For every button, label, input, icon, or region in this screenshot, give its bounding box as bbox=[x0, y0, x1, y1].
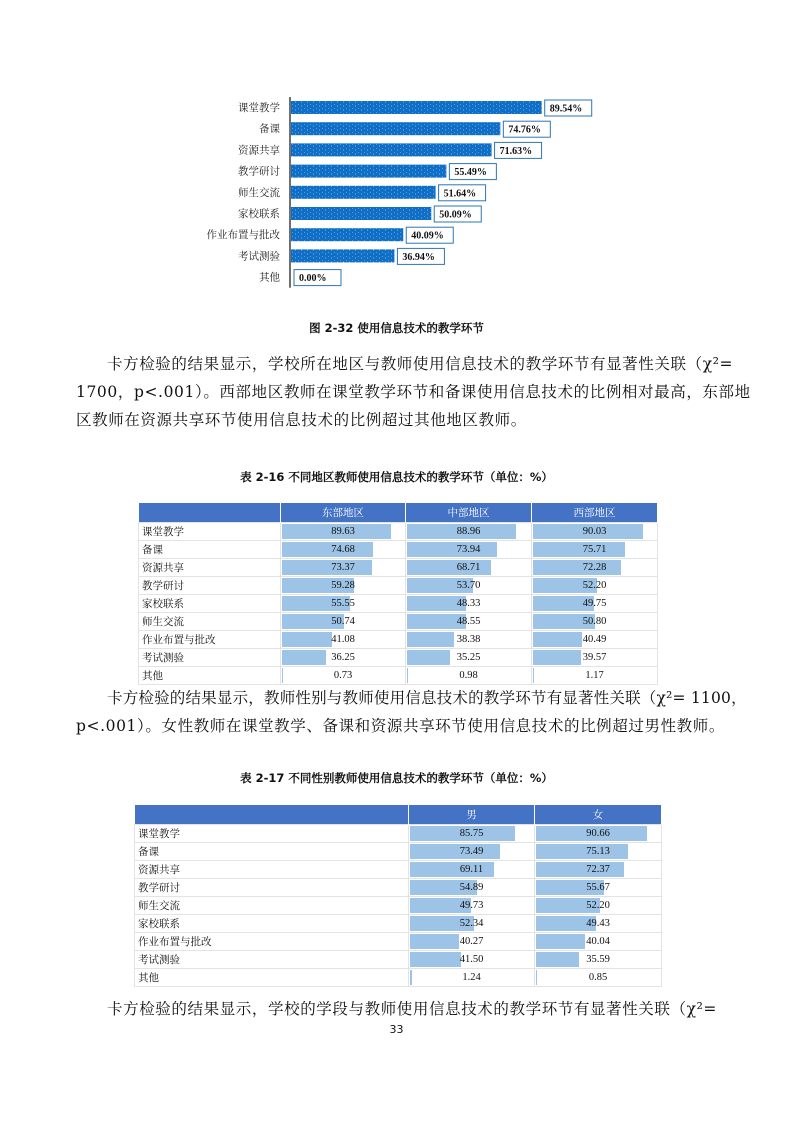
table-cell bbox=[532, 541, 658, 559]
table-cell bbox=[532, 595, 658, 613]
cell-value: 90.66 bbox=[586, 828, 610, 839]
value-label: 74.76% bbox=[508, 124, 541, 136]
table-row bbox=[139, 613, 658, 631]
table-cell bbox=[281, 631, 406, 649]
table-cell bbox=[406, 559, 532, 577]
table-cell bbox=[535, 951, 662, 969]
table-cell bbox=[281, 595, 406, 613]
paragraph-region-chi-square bbox=[76, 350, 751, 434]
table-row bbox=[135, 933, 662, 951]
row-label: 考试测验 bbox=[139, 649, 281, 667]
table-row bbox=[135, 915, 662, 933]
row-label: 教学研讨 bbox=[139, 577, 281, 595]
table-cell bbox=[409, 915, 535, 933]
cell-value: 0.85 bbox=[588, 972, 608, 983]
cell-value: 41.50 bbox=[459, 954, 484, 965]
value-label: 0.00% bbox=[299, 273, 327, 285]
category-label: 资源共享 bbox=[238, 144, 280, 157]
value-label: 55.49% bbox=[454, 167, 487, 179]
region-table bbox=[138, 503, 658, 685]
cell-value: 40.49 bbox=[582, 634, 607, 645]
table-cell bbox=[281, 559, 406, 577]
table-row bbox=[139, 541, 658, 559]
table-cell bbox=[409, 951, 535, 969]
row-label: 资源共享 bbox=[139, 559, 281, 577]
table-row bbox=[135, 969, 662, 987]
teaching-stage-bar-chart bbox=[0, 0, 793, 300]
table-cell bbox=[406, 631, 532, 649]
table-cell bbox=[409, 825, 535, 843]
bar bbox=[291, 249, 394, 262]
cell-value: 41.08 bbox=[331, 634, 355, 645]
bar bbox=[291, 186, 436, 199]
row-label: 家校联系 bbox=[139, 595, 281, 613]
cell-value: 40.04 bbox=[586, 936, 610, 947]
bar bbox=[291, 122, 500, 135]
paragraph-line: 卡方检验的结果显示，教师性别与教师使用信息技术的教学环节有显著性关联（χ²= 1100， bbox=[107, 689, 747, 707]
table-cell bbox=[532, 667, 658, 685]
table-cell bbox=[409, 843, 535, 861]
value-label: 50.09% bbox=[439, 209, 472, 221]
table-cell bbox=[281, 541, 406, 559]
table-row bbox=[139, 595, 658, 613]
category-label: 其他 bbox=[259, 271, 280, 284]
table-cell bbox=[532, 577, 658, 595]
cell-value: 69.11 bbox=[459, 864, 484, 875]
cell-value: 1.17 bbox=[585, 670, 604, 681]
table-cell bbox=[406, 595, 532, 613]
row-label: 作业布置与批改 bbox=[139, 631, 281, 649]
row-label: 课堂教学 bbox=[139, 523, 281, 541]
table-row bbox=[139, 559, 658, 577]
cell-value: 89.63 bbox=[331, 526, 355, 537]
cell-value: 55.55 bbox=[331, 598, 355, 609]
table-row bbox=[135, 879, 662, 897]
row-label: 课堂教学 bbox=[135, 825, 409, 843]
paragraph-school-stage bbox=[76, 995, 718, 1023]
table-cell bbox=[409, 897, 535, 915]
table-cell bbox=[535, 861, 662, 879]
category-label: 课堂教学 bbox=[238, 102, 280, 114]
cell-value: 50.80 bbox=[582, 616, 607, 627]
cell-value: 73.49 bbox=[459, 846, 484, 857]
row-label: 作业布置与批改 bbox=[135, 933, 409, 951]
table2-caption: 表 2-17 不同性别教师使用信息技术的教学环节（单位：%） bbox=[240, 771, 553, 785]
paragraph-line: 1700，p<.001）。西部地区教师在课堂教学环节和备课使用信息技术的比例相对最高，东部地 bbox=[76, 383, 751, 401]
table-cell bbox=[409, 933, 535, 951]
table-row bbox=[135, 825, 662, 843]
cell-value: 85.75 bbox=[459, 828, 484, 839]
cell-value: 36.25 bbox=[331, 652, 355, 663]
table-cell bbox=[406, 577, 532, 595]
cell-value: 90.03 bbox=[582, 526, 607, 537]
row-label: 家校联系 bbox=[135, 915, 409, 933]
category-label: 考试测验 bbox=[238, 250, 280, 263]
bar bbox=[291, 101, 542, 114]
bar bbox=[291, 207, 431, 220]
category-label: 教学研讨 bbox=[238, 165, 280, 178]
table-cell bbox=[535, 843, 662, 861]
value-label: 89.54% bbox=[549, 103, 583, 115]
table-row bbox=[135, 843, 662, 861]
row-label: 备课 bbox=[135, 843, 409, 861]
table-cell bbox=[535, 879, 662, 897]
value-label: 40.09% bbox=[411, 230, 444, 242]
row-label: 其他 bbox=[135, 969, 409, 987]
value-label: 36.94% bbox=[402, 251, 435, 263]
cell-value: 52.20 bbox=[582, 580, 607, 591]
table-cell bbox=[535, 825, 662, 843]
table-header-empty bbox=[135, 805, 409, 825]
table-cell bbox=[532, 613, 658, 631]
table-row bbox=[139, 667, 658, 685]
bar bbox=[291, 165, 446, 178]
cell-value: 1.24 bbox=[462, 972, 481, 983]
table-cell bbox=[535, 969, 662, 987]
gender-table bbox=[134, 805, 662, 987]
cell-value: 53.70 bbox=[456, 580, 481, 591]
table-cell bbox=[532, 559, 658, 577]
figure-caption: 图 2-32 使用信息技术的教学环节 bbox=[309, 321, 484, 335]
table-cell bbox=[406, 613, 532, 631]
paragraph-line: 区教师在资源共享环节使用信息技术的比例超过其他地区教师。 bbox=[76, 411, 527, 429]
table-cell bbox=[535, 933, 662, 951]
table-cell bbox=[409, 969, 535, 987]
table-cell bbox=[281, 649, 406, 667]
cell-value: 0.98 bbox=[459, 670, 478, 681]
cell-value: 35.25 bbox=[456, 652, 481, 663]
cell-value: 75.71 bbox=[582, 544, 607, 555]
row-label: 师生交流 bbox=[135, 897, 409, 915]
row-label: 教学研讨 bbox=[135, 879, 409, 897]
column-header-male: 男 bbox=[409, 805, 535, 825]
paragraph-line: 卡方检验的结果显示，学校的学段与教师使用信息技术的教学环节有显著性关联（χ²= bbox=[107, 1000, 717, 1018]
cell-value: 72.37 bbox=[586, 864, 610, 875]
table-cell bbox=[532, 631, 658, 649]
table-row bbox=[139, 577, 658, 595]
table-cell bbox=[532, 523, 658, 541]
value-label: 71.63% bbox=[499, 145, 533, 157]
cell-value: 48.55 bbox=[456, 616, 481, 627]
cell-value: 73.94 bbox=[456, 544, 481, 555]
row-label: 师生交流 bbox=[139, 613, 281, 631]
cell-value: 75.13 bbox=[586, 846, 610, 857]
cell-value: 49.43 bbox=[586, 918, 610, 929]
table-row bbox=[135, 861, 662, 879]
row-label: 备课 bbox=[139, 541, 281, 559]
table-cell bbox=[281, 523, 406, 541]
table-cell bbox=[406, 649, 532, 667]
table-row bbox=[139, 631, 658, 649]
table-header-empty bbox=[139, 503, 281, 523]
cell-value: 49.75 bbox=[582, 598, 607, 609]
cell-value: 40.27 bbox=[459, 936, 484, 947]
cell-value: 59.28 bbox=[331, 580, 355, 591]
value-label: 51.64% bbox=[443, 188, 477, 200]
cell-value: 39.57 bbox=[582, 652, 607, 663]
paragraph-gender bbox=[76, 684, 747, 740]
bar bbox=[291, 228, 403, 241]
table-cell bbox=[532, 649, 658, 667]
table-cell bbox=[535, 897, 662, 915]
table-cell bbox=[406, 667, 532, 685]
column-header-west: 西部地区 bbox=[532, 503, 658, 523]
table-row bbox=[139, 523, 658, 541]
cell-value: 72.28 bbox=[582, 562, 607, 573]
cell-value: 0.73 bbox=[333, 670, 353, 681]
column-header-east: 东部地区 bbox=[281, 503, 406, 523]
cell-value: 52.20 bbox=[586, 900, 610, 911]
category-label: 家校联系 bbox=[238, 208, 280, 220]
table-cell bbox=[409, 861, 535, 879]
page-number: 33 bbox=[389, 1023, 404, 1036]
paragraph-line: p<.001）。女性教师在课堂教学、备课和资源共享环节使用信息技术的比例超过男性教师。 bbox=[76, 717, 725, 735]
cell-value: 48.33 bbox=[456, 598, 481, 609]
column-header-central: 中部地区 bbox=[406, 503, 532, 523]
table-cell bbox=[281, 667, 406, 685]
table-row bbox=[139, 649, 658, 667]
cell-value: 50.74 bbox=[331, 616, 355, 627]
table-cell bbox=[406, 541, 532, 559]
cell-value: 35.59 bbox=[586, 954, 610, 965]
table-cell bbox=[409, 879, 535, 897]
cell-value: 68.71 bbox=[456, 562, 481, 573]
row-label: 资源共享 bbox=[135, 861, 409, 879]
table-cell bbox=[281, 577, 406, 595]
row-label: 考试测验 bbox=[135, 951, 409, 969]
category-label: 作业布置与批改 bbox=[206, 229, 280, 242]
row-label: 其他 bbox=[139, 667, 281, 685]
table-cell bbox=[281, 613, 406, 631]
cell-value: 55.67 bbox=[586, 882, 610, 893]
cell-value: 49.73 bbox=[459, 900, 484, 911]
cell-value: 74.68 bbox=[331, 544, 355, 555]
cell-value: 88.96 bbox=[456, 526, 481, 537]
cell-value: 54.89 bbox=[459, 882, 484, 893]
table-row bbox=[135, 951, 662, 969]
table-row bbox=[135, 897, 662, 915]
cell-value: 52.34 bbox=[459, 918, 484, 929]
paragraph-line: 卡方检验的结果显示，学校所在地区与教师使用信息技术的教学环节有显著性关联（χ²= bbox=[107, 355, 734, 373]
column-header-female: 女 bbox=[535, 805, 662, 825]
cell-value: 73.37 bbox=[331, 562, 355, 573]
category-label: 备课 bbox=[259, 123, 280, 136]
cell-value: 38.38 bbox=[456, 634, 481, 645]
table1-caption: 表 2-16 不同地区教师使用信息技术的教学环节（单位：%） bbox=[240, 470, 553, 484]
category-label: 师生交流 bbox=[238, 186, 280, 199]
bar bbox=[291, 143, 492, 156]
table-cell bbox=[406, 523, 532, 541]
table-cell bbox=[535, 915, 662, 933]
